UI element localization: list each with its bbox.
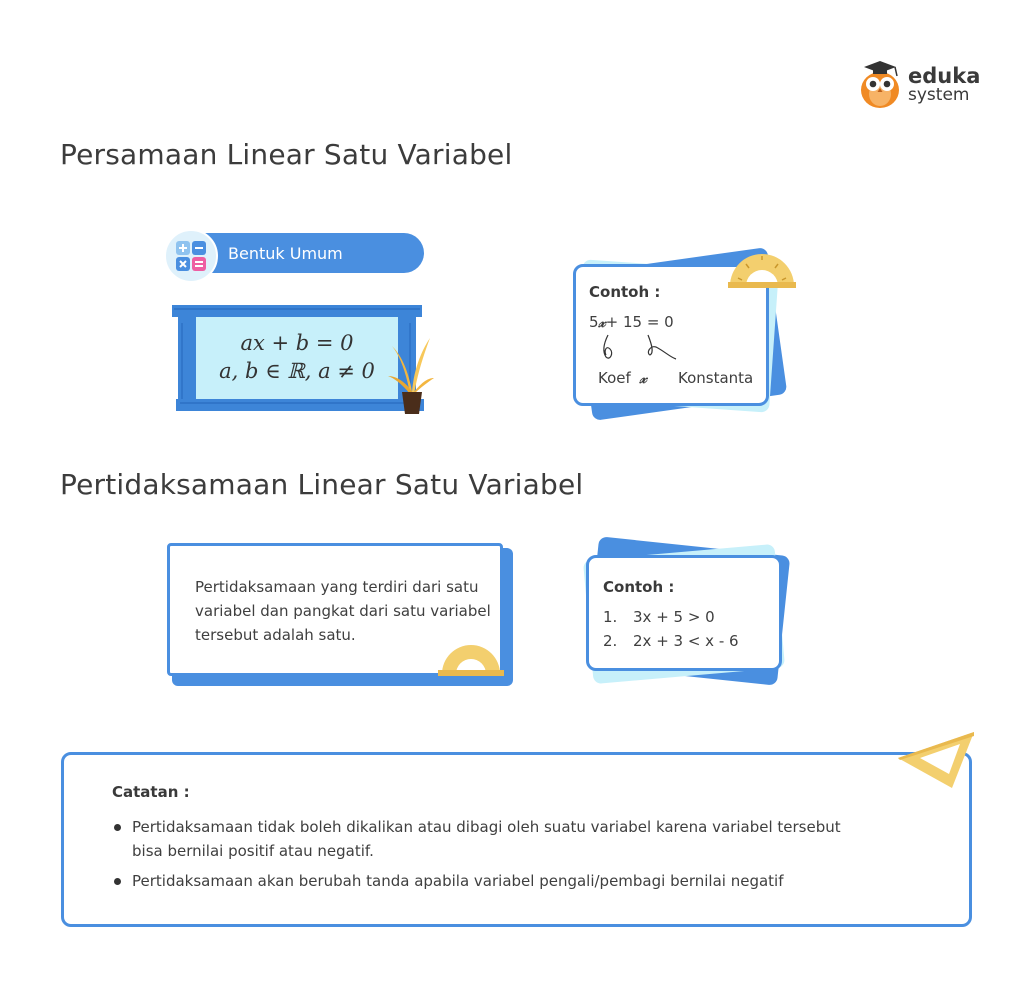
coef-label	[598, 369, 647, 387]
notes-item-2: Pertidaksamaan akan berubah tanda apabila variabel pengali/pembagi bernilai negatif	[112, 869, 852, 893]
notes-title: Catatan :	[112, 783, 190, 801]
definition-text: Pertidaksamaan yang terdiri dari satu variabel dan pangkat dari satu variabel tersebut adalah satu.	[195, 578, 491, 644]
brand-name: eduka	[908, 64, 981, 88]
example2-item-2	[603, 632, 739, 650]
set-square-icon	[894, 728, 978, 790]
example-equation-coef: 5	[589, 313, 599, 331]
example2-item-2-num: 2.	[603, 632, 618, 650]
example2-title: Contoh :	[603, 578, 675, 596]
example2-item-2-text: 2x + 3 < x - 6	[633, 632, 739, 650]
example2-item-1	[603, 608, 715, 626]
notes-item-1: Pertidaksamaan tidak boleh dikalikan atau dibagi oleh suatu variabel karena variabel tersebut bisa bernilai positif atau negatif.	[112, 815, 852, 863]
constant-label: Konstanta	[678, 369, 754, 387]
example2-item-1-text: 3x + 5 > 0	[633, 608, 715, 626]
example2-item-1-num: 1.	[603, 608, 618, 626]
brand-logo	[858, 58, 981, 110]
example2-card	[586, 555, 782, 671]
general-form-condition: a, b ∈ ℝ, a ≠ 0	[219, 359, 375, 383]
brand-subname: system	[908, 85, 970, 105]
handdrawn-arrows	[596, 331, 686, 365]
example-equation-var: 𝓍	[598, 313, 606, 331]
general-form-equation: ax + b = 0	[240, 331, 354, 355]
calculator-icon-badge	[164, 229, 218, 283]
coef-label-var: 𝓍	[639, 369, 647, 387]
coef-label-text: Koef	[598, 369, 631, 387]
owl-logo-icon	[858, 58, 906, 110]
section-title-linear-inequality: Pertidaksamaan Linear Satu Variabel	[60, 468, 584, 501]
protractor-icon-2	[438, 636, 504, 678]
general-form-label: Bentuk Umum	[228, 244, 343, 263]
example-equation-rest: + 15 = 0	[605, 313, 674, 331]
example-equation	[589, 313, 674, 331]
protractor-icon	[728, 248, 796, 290]
notes-list	[112, 815, 852, 893]
notes-box	[61, 752, 972, 927]
plant-icon	[386, 332, 436, 416]
example-title: Contoh :	[589, 283, 661, 301]
calculator-icon	[175, 240, 207, 272]
section-title-linear-equation: Persamaan Linear Satu Variabel	[60, 138, 513, 171]
